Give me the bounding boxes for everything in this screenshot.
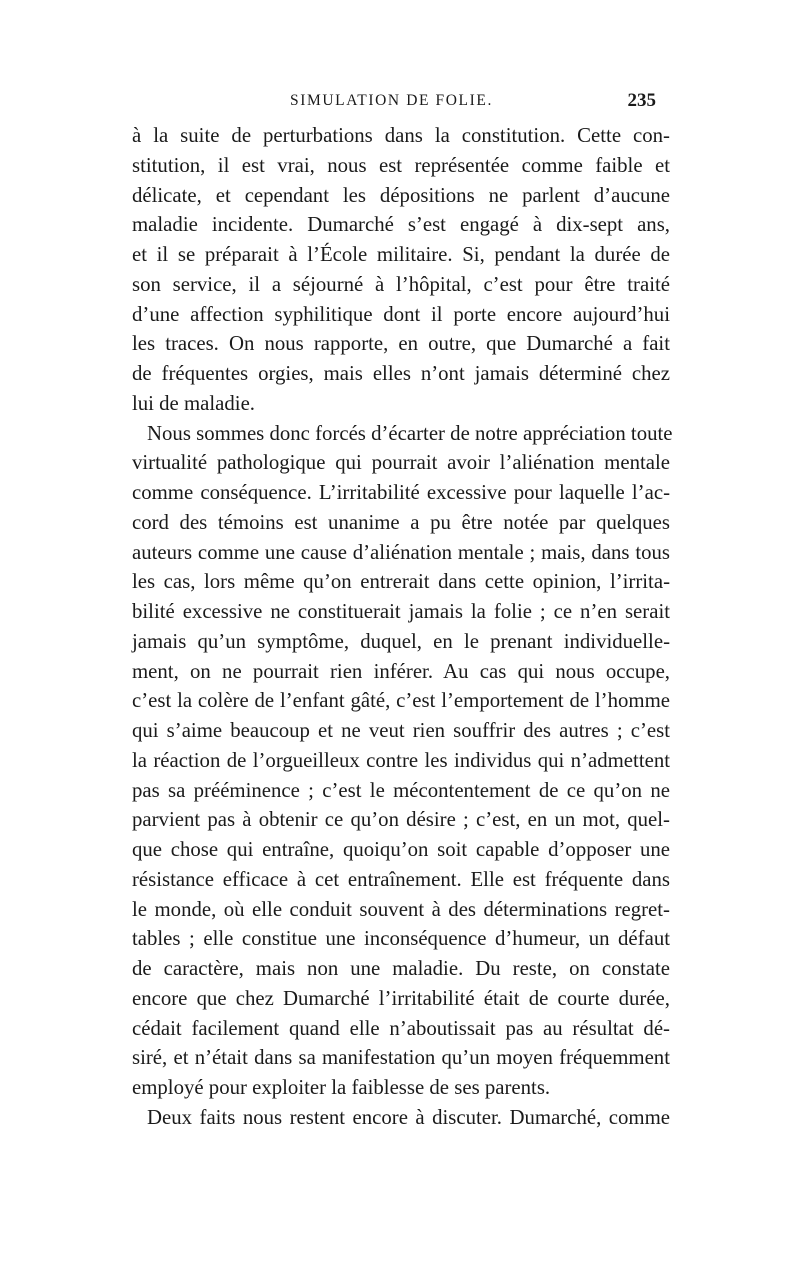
text-line: virtualité pathologique qui pourrait avoir l’aliénation mentale	[132, 451, 670, 475]
text-line: bilité excessive ne constituerait jamais la folie ; ce n’en serait	[132, 600, 670, 623]
text-line: résistance efficace à cet entraînement. Elle est fréquente dans	[132, 867, 670, 891]
text-line: c’est la colère de l’enfant gâté, c’est l’emportement de l’homme	[132, 689, 670, 713]
text-line: qui s’aime beaucoup et ne veut rien souffrir des autres ; c’est	[132, 719, 670, 742]
text-line: parvient pas à obtenir ce qu’on désire ; c’est, en un mot, quel-	[132, 808, 670, 832]
text-line: employé pour exploiter la faiblesse de ses parents.	[132, 1076, 551, 1099]
text-line: siré, et n’était dans sa manifestation qu’un moyen fréquemment	[132, 1046, 670, 1070]
text-line: maladie incidente. Dumarché s’est engagé à dix-sept ans,	[132, 213, 670, 237]
text-line: Nous sommes donc forcés d’écarter de notre appréciation toute	[147, 421, 673, 445]
running-head	[132, 92, 656, 114]
page-number: 235	[627, 90, 656, 111]
text-line: jamais qu’un symptôme, duquel, en le prenant individuelle-	[132, 629, 670, 653]
text-line: de caractère, mais non une maladie. Du reste, on constate	[132, 957, 670, 980]
text-line: encore que chez Dumarché l’irritabilité était de courte durée,	[132, 986, 670, 1010]
text-line: le monde, où elle conduit souvent à des déterminations regret-	[132, 897, 670, 921]
text-line: cord des témoins est unanime a pu être notée par quelques	[132, 510, 670, 534]
text-line: auteurs comme une cause d’aliénation mentale ; mais, dans tous	[132, 540, 670, 564]
text-line: les cas, lors même qu’on entrerait dans cette opinion, l’irrita-	[132, 570, 670, 594]
text-line: à la suite de perturbations dans la constitution. Cette con-	[132, 124, 670, 147]
text-line: de fréquentes orgies, mais elles n’ont jamais déterminé chez	[132, 362, 670, 385]
text-line: d’une affection syphilitique dont il porte encore aujourd’hui	[132, 302, 670, 326]
text-line: tables ; elle constitue une inconséquence d’humeur, un défaut	[132, 927, 670, 951]
text-line: la réaction de l’orgueilleux contre les individus qui n’admettent	[132, 748, 670, 772]
text-line: ment, on ne pourrait rien inférer. Au cas qui nous occupe,	[132, 659, 670, 683]
text-line: cédait facilement quand elle n’aboutissait pas au résultat dé-	[132, 1016, 670, 1040]
text-line: et il se préparait à l’École militaire. Si, pendant la durée de	[132, 243, 670, 266]
text-line: Deux faits nous restent encore à discuter. Dumarché, comme	[147, 1105, 670, 1129]
text-line: lui de maladie.	[132, 391, 256, 415]
text-line: son service, il a séjourné à l’hôpital, c’est pour être traité	[132, 272, 670, 296]
text-line: les traces. On nous rapporte, en outre, que Dumarché a fait	[132, 332, 670, 356]
running-title: SIMULATION DE FOLIE.	[290, 92, 493, 109]
text-line: stitution, il est vrai, nous est représentée comme faible et	[132, 153, 670, 177]
body-text	[132, 121, 673, 1133]
text-line: comme conséquence. L’irritabilité excessive pour laquelle l’ac-	[132, 481, 670, 504]
text-line: délicate, et cependant les dépositions ne parlent d’aucune	[132, 183, 670, 207]
text-line: pas sa prééminence ; c’est le mécontentement de ce qu’on ne	[132, 778, 670, 802]
text-line: que chose qui entraîne, quoiqu’on soit capable d’opposer une	[132, 838, 670, 861]
